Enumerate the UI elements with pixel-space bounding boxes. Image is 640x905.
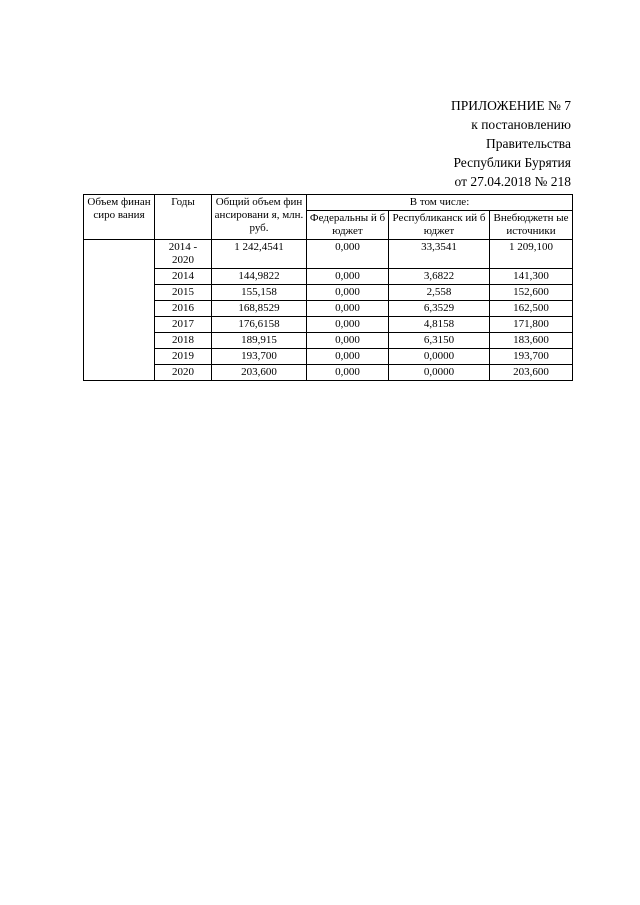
header-volume: Объем финансиро вания xyxy=(84,195,155,240)
financing-table xyxy=(83,194,573,381)
table-row xyxy=(84,285,573,301)
extra-cell: 1 209,100 xyxy=(490,240,573,269)
federal-cell: 0,000 xyxy=(307,301,389,317)
total-cell: 144,9822 xyxy=(212,269,307,285)
table-row xyxy=(84,301,573,317)
federal-cell: 0,000 xyxy=(307,269,389,285)
total-cell: 193,700 xyxy=(212,349,307,365)
appendix-line-resolution: к постановлению xyxy=(471,117,571,132)
federal-cell: 0,000 xyxy=(307,365,389,381)
table-row xyxy=(84,365,573,381)
extra-cell: 193,700 xyxy=(490,349,573,365)
table-row xyxy=(84,317,573,333)
extra-cell: 152,600 xyxy=(490,285,573,301)
federal-cell: 0,000 xyxy=(307,285,389,301)
extra-cell: 171,800 xyxy=(490,317,573,333)
total-cell: 189,915 xyxy=(212,333,307,349)
extra-cell: 203,600 xyxy=(490,365,573,381)
year-cell: 2014 xyxy=(155,269,212,285)
extra-cell: 141,300 xyxy=(490,269,573,285)
republic-cell: 2,558 xyxy=(389,285,490,301)
total-cell: 168,8529 xyxy=(212,301,307,317)
year-cell: 2016 xyxy=(155,301,212,317)
header-republic: Республиканск ий бюджет xyxy=(389,211,490,240)
appendix-line-republic: Республики Бурятия xyxy=(453,155,571,170)
volume-cell xyxy=(84,240,155,381)
year-cell: 2014 - 2020 xyxy=(155,240,212,269)
appendix-header xyxy=(451,96,571,191)
appendix-line-date: от 27.04.2018 № 218 xyxy=(454,174,571,189)
republic-cell: 6,3150 xyxy=(389,333,490,349)
appendix-title: ПРИЛОЖЕНИЕ № 7 xyxy=(450,98,571,113)
header-years: Годы xyxy=(155,195,212,240)
table-row xyxy=(84,333,573,349)
republic-cell: 0,0000 xyxy=(389,365,490,381)
year-cell: 2017 xyxy=(155,317,212,333)
federal-cell: 0,000 xyxy=(307,317,389,333)
total-cell: 203,600 xyxy=(212,365,307,381)
extra-cell: 183,600 xyxy=(490,333,573,349)
republic-cell: 33,3541 xyxy=(389,240,490,269)
header-extra: Внебюджетн ые источники xyxy=(490,211,573,240)
total-cell: 155,158 xyxy=(212,285,307,301)
federal-cell: 0,000 xyxy=(307,349,389,365)
extra-cell: 162,500 xyxy=(490,301,573,317)
total-cell: 1 242,4541 xyxy=(212,240,307,269)
year-cell: 2020 xyxy=(155,365,212,381)
year-cell: 2015 xyxy=(155,285,212,301)
header-including: В том числе: xyxy=(307,195,573,211)
republic-cell: 4,8158 xyxy=(389,317,490,333)
year-cell: 2018 xyxy=(155,333,212,349)
year-cell: 2019 xyxy=(155,349,212,365)
appendix-line-government: Правительства xyxy=(486,136,571,151)
federal-cell: 0,000 xyxy=(307,240,389,269)
federal-cell: 0,000 xyxy=(307,333,389,349)
header-total: Общий объем финансировани я, млн. руб. xyxy=(212,195,307,240)
table-row xyxy=(84,240,573,269)
republic-cell: 3,6822 xyxy=(389,269,490,285)
table-row xyxy=(84,269,573,285)
republic-cell: 6,3529 xyxy=(389,301,490,317)
header-federal: Федеральны й бюджет xyxy=(307,211,389,240)
table-row xyxy=(84,349,573,365)
republic-cell: 0,0000 xyxy=(389,349,490,365)
total-cell: 176,6158 xyxy=(212,317,307,333)
